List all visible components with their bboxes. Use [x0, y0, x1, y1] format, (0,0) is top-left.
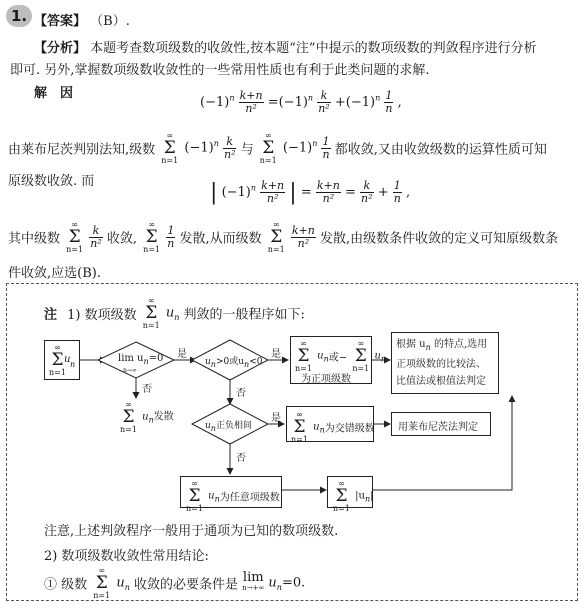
eq2-frac-knn: $\frac{k+n}{\text{n²}}$ [261, 179, 285, 205]
analysis-text-1: 本题考查数项级数的收敛性,按本题“注”中提示的数项级数的判敛程序进行分析 [90, 41, 537, 56]
note-title: 注 [44, 307, 58, 323]
sum-symbol-2: ∞ Σ n=1 [259, 131, 277, 165]
eq1-sup-3: n [375, 93, 381, 103]
p4-frac-1n: $\frac{1}{n}$ [167, 223, 175, 250]
eq1-frac-1n: $\frac{1}{n}$ [385, 89, 393, 115]
flow-start-u: u [64, 354, 71, 365]
eq1-term: (−1) [200, 95, 230, 110]
eq1-sup: n [229, 93, 235, 103]
flow-arbitrary-box: ∞ Σ n=1 $u_n$为任意项级数 [180, 476, 282, 508]
eq2-equals-1: = [300, 185, 312, 200]
eq2-plus: + [377, 185, 389, 200]
flow-diverge: ∞ Σ n=1 $u_n$发散 [120, 400, 174, 434]
flow-sign-condition: un>0或un<0 [205, 357, 263, 369]
flow-alternating-condition: un正负相间 [205, 421, 252, 433]
p4-text-d: 发散,由级数条件收敛的定义可知原级数条 [319, 231, 559, 247]
eq2-frac-1n: $\frac{1}{n}$ [393, 179, 401, 205]
eq2-term: (−1) [221, 185, 251, 200]
note-sum-symbol: ∞ Σ n=1 [142, 296, 160, 330]
note-item-1-sub: n [174, 313, 180, 323]
flow-positive-test-box: 根据 $u_n$ 的特点,选用 正项级数的比较法、 比值法或根值法判定 [391, 332, 499, 394]
analysis-label: 【分析】 [34, 41, 87, 56]
sum-symbol-4: ∞ Σ n=1 [143, 220, 161, 254]
flow-positive-label: 为正项级数 [301, 374, 351, 385]
flow-absolute-box: ∞ Σ n=1 $|u_n|$ [327, 476, 373, 508]
eq1-tail: , [397, 95, 402, 110]
eq2-equals-2: = [345, 185, 356, 200]
eq1-plus: +(−1) [334, 95, 376, 110]
p4-frac-knn: $\frac{k+n}{\text{n²}}$ [291, 223, 315, 250]
flow-yes-3: 是 [271, 413, 281, 424]
p2-frac-1n: $\frac{1}{n}$ [322, 134, 330, 161]
sum-symbol-5: ∞ Σ n=1 [267, 220, 285, 254]
flow-no-1: 否 [142, 384, 152, 395]
eq2-tail: , [405, 185, 411, 200]
solution-paragraph-3: 原级数收敛. 而 [8, 174, 95, 189]
flow-yes-2: 是 [271, 349, 281, 360]
eq1-equals: =(−1) [267, 95, 308, 110]
p2-text-a: 由莱布尼茨判别法知,级数 [8, 142, 156, 158]
sum-symbol-3: ∞ Σ n=1 [66, 220, 84, 254]
p2-sup-2: n [312, 139, 318, 149]
p4-text-b: 收敛, [106, 231, 138, 247]
flow-leibniz-box: 用莱布尼茨法判定 [391, 412, 491, 436]
note-remark: 注意,上述判敛程序一般用于通项为已知的数项级数. [44, 524, 339, 539]
sum-symbol-1: ∞ Σ n=1 [161, 131, 179, 165]
flow-yes-1: 是 [177, 349, 187, 360]
solution-label: 解 因 [34, 86, 74, 101]
eq2-sup: n [250, 183, 257, 193]
flow-limit-condition: $\lim u_n=0$ [118, 353, 164, 366]
p2-term-1: (−1) [184, 140, 214, 156]
eq1-frac-knn: $\frac{k+n}{\text{n²}}$ [239, 89, 263, 115]
eq1-sup-2: n [307, 93, 314, 103]
eq1-frac-kn: $\frac{k}{\text{n²}}$ [318, 89, 330, 115]
question-number: 1. [11, 7, 28, 25]
answer-value: （B）. [90, 14, 130, 29]
note-item-2: 2) 数项级数收敛性常用结论: [44, 549, 209, 564]
flow-start-box: ∞ Σ n=1 u n [44, 340, 80, 380]
abs-bar-left: | [210, 180, 218, 205]
note-item-3: ① 级数 ∞ Σ n=1 $u_n$ 收敛的必要条件是 lim n→+∞ $u_n=0$. [44, 566, 306, 600]
eq2-frac-kn: $\frac{k}{\text{n²}}$ [361, 179, 373, 205]
p4-frac-k2: $\frac{k}{\text{n²}}$ [90, 223, 102, 250]
p4-text-c: 发散,从而级数 [179, 231, 262, 247]
abs-bar-right: | [289, 180, 297, 205]
p2-sup-1: n [213, 139, 219, 149]
note-item-1-a: 1) 数项级数 [67, 307, 137, 323]
p2-text-c: 都收敛,又由收敛级数的运算性质可知 [334, 142, 547, 158]
flow-positive-series-box: ∞ Σ n=1 $u_n$或− ∞ Σ n=1 $u_n$ 为正项级数 [290, 336, 372, 384]
p2-text-b: 与 [240, 142, 254, 158]
flow-alternating-box: ∞ Σ n=1 $u_n$为交错级数 [286, 406, 374, 442]
p2-term-2: (−1) [282, 140, 313, 156]
flow-no-2: 否 [236, 388, 246, 399]
answer-label: 【答案】 [34, 14, 87, 29]
eq2-frac-knn-2: $\frac{k+n}{\text{n²}}$ [316, 179, 340, 205]
solution-paragraph-5: 件收敛,应选(B). [8, 266, 101, 281]
analysis-line-2: 即可. 另外,掌握数项级数收敛性的一些常用性质也有利于此类问题的求解. [10, 63, 430, 78]
note-item-1-u: u [165, 305, 175, 321]
note-item-1-c: 判敛的一般程序如下: [183, 307, 305, 323]
p4-text-a: 其中级数 [8, 231, 61, 247]
flow-no-3: 否 [236, 453, 246, 464]
flow-limit-sub: n→∞ [123, 367, 137, 374]
p2-frac-kn: $\frac{k}{\text{n²}}$ [223, 134, 236, 161]
